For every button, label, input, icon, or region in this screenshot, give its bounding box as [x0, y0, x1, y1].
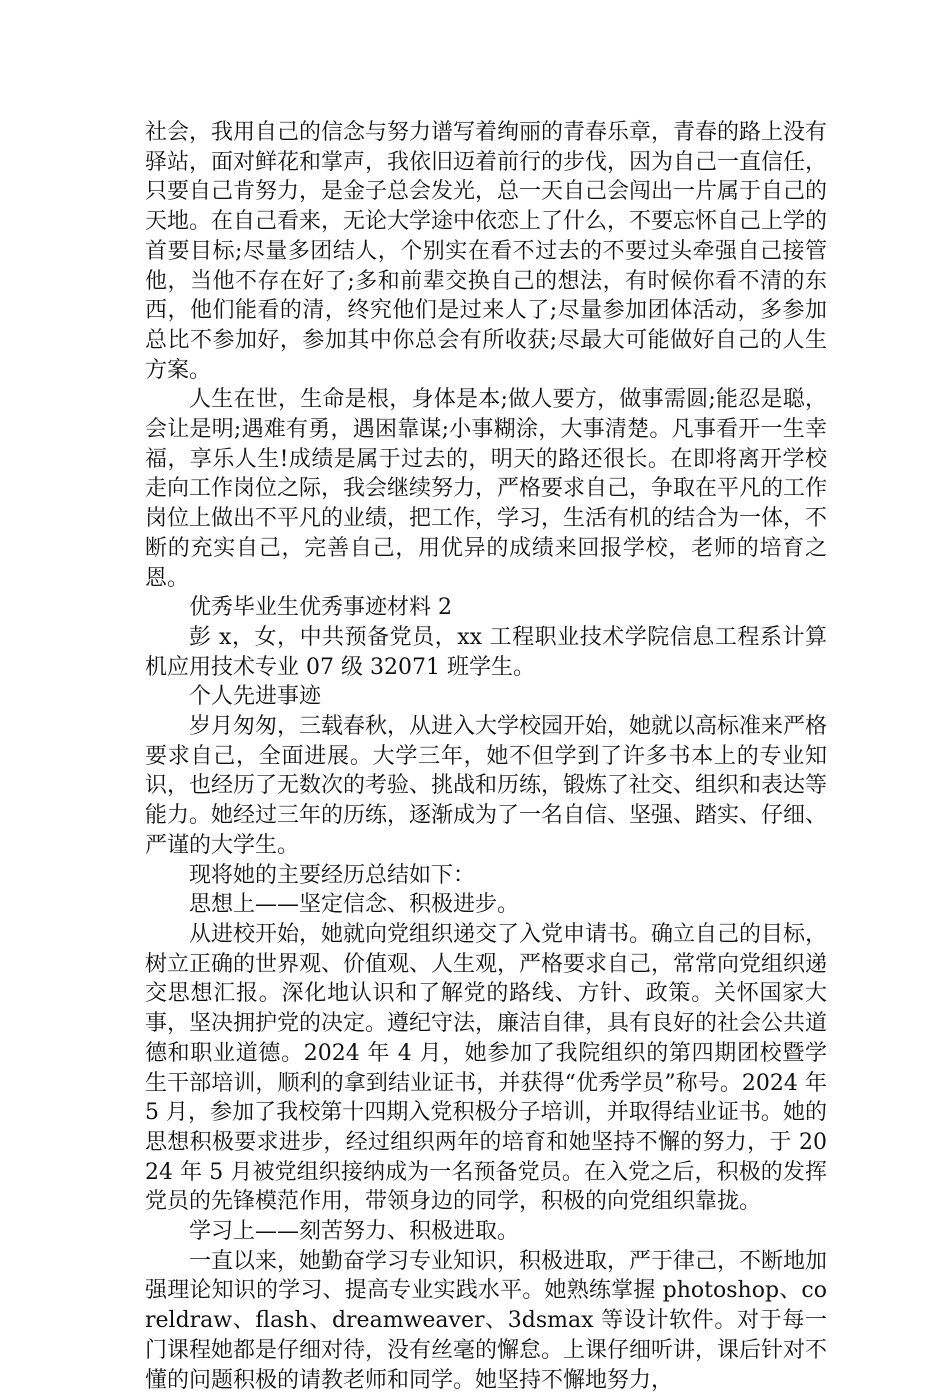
- paragraph-party-membership: 从进校开始，她就向党组织递交了入党申请书。确立自己的目标，树立正确的世界观、价值观、人生观，严格要求自己，常常向党组织递交思想汇报。深化地认识和了解党的路线、方针、政策。关怀国家大事，坚决拥护党的决定。遵纪守法，廉洁自律，具有良好的社会公共道德和职业道德。2024 年 4 月，她参加了我院组织的第四期团校暨学生干部培训，顺利的拿到结业证书，并获得“优秀学员”称号。2024 年 5 月，参加了我校第十四期入党积极分子培训，并取得结业证书。她的思想积极要求进步，经过组织两年的培育和她坚持不懈的努力，于 2024 年 5 月被党组织接纳成为一名预备党员。在入党之后，积极的发挥党员的先锋模范作用，带领身边的同学，积极的向党组织靠拢。: [145, 921, 828, 1215]
- paragraph-summary-intro: 现将她的主要经历总结如下：: [189, 862, 476, 888]
- paragraph-study-effort: 一直以来，她勤奋学习专业知识，积极进取，严于律己，不断地加强理论知识的学习、提高专业实践水平。她熟练掌握 photoshop、coreldraw、flash、dreamweaver、3dsmax 等设计软件。对于每一门课程她都是仔细对待，没有丝毫的懈怠。上课仔细听讲，课后针对不懂的问题积极的请教老师和同学。她坚持不懈地努力，: [145, 1248, 828, 1393]
- section-heading-personal-deeds: 个人先进事迹: [189, 684, 322, 710]
- document-body: [145, 118, 827, 1395]
- paragraph-intro-continuation: 社会，我用自己的信念与努力谱写着绚丽的青春乐章，青春的路上没有驿站，面对鲜花和掌声，我依旧迈着前行的步伐，因为自己一直信任，只要自己肯努力，是金子总会发光，总一天自己会闯出一片属于自己的天地。在自己看来，无论大学途中依恋上了什么，不要忘怀自己上学的首要目标;尽量多团结人，个别实在看不过去的不要过头牵强自己接管他，当他不存在好了;多和前辈交换自己的想法，有时候你看不清的东西，他们能看的清，终究他们是过来人了;尽量参加团体活动，多参加总比不参加好，参加其中你总会有所收获;尽最大可能做好自己的人生方案。: [145, 120, 828, 383]
- section-heading-ideology: 思想上——坚定信念、积极进步。: [189, 892, 520, 918]
- paragraph-life-philosophy: 人生在世，生命是根，身体是本;做人要方，做事需圆;能忍是聪，会让是明;遇难有勇，遇困靠谋;小事糊涂，大事清楚。凡事看开一生幸福，享乐人生!成绩是属于过去的，明天的路还很长。在即将离开学校走向工作岗位之际，我会继续努力，严格要求自己，争取在平凡的工作岗位上做出不平凡的业绩，把工作，学习，生活有机的结合为一体，不断的充实自己，完善自己，用优异的成绩来回报学校，老师的培育之恩。: [145, 387, 828, 591]
- paragraph-student-profile: 彭 x，女，中共预备党员，xx 工程职业技术学院信息工程系计算机应用技术专业 07 级 32071 班学生。: [145, 624, 827, 680]
- paragraph-three-years: 岁月匆匆，三载春秋，从进入大学校园开始，她就以高标准来严格要求自己，全面进展。大学三年，她不但学到了许多书本上的专业知识，也经历了无数次的考验、挑战和历练，锻炼了社交、组织和表达等能力。她经过三年的历练，逐渐成为了一名自信、坚强、踏实、仔细、严谨的大学生。: [145, 714, 828, 858]
- section-heading-study: 学习上——刻苦努力、积极进取。: [189, 1219, 520, 1245]
- section-heading-material-2: 优秀毕业生优秀事迹材料 2: [189, 595, 452, 621]
